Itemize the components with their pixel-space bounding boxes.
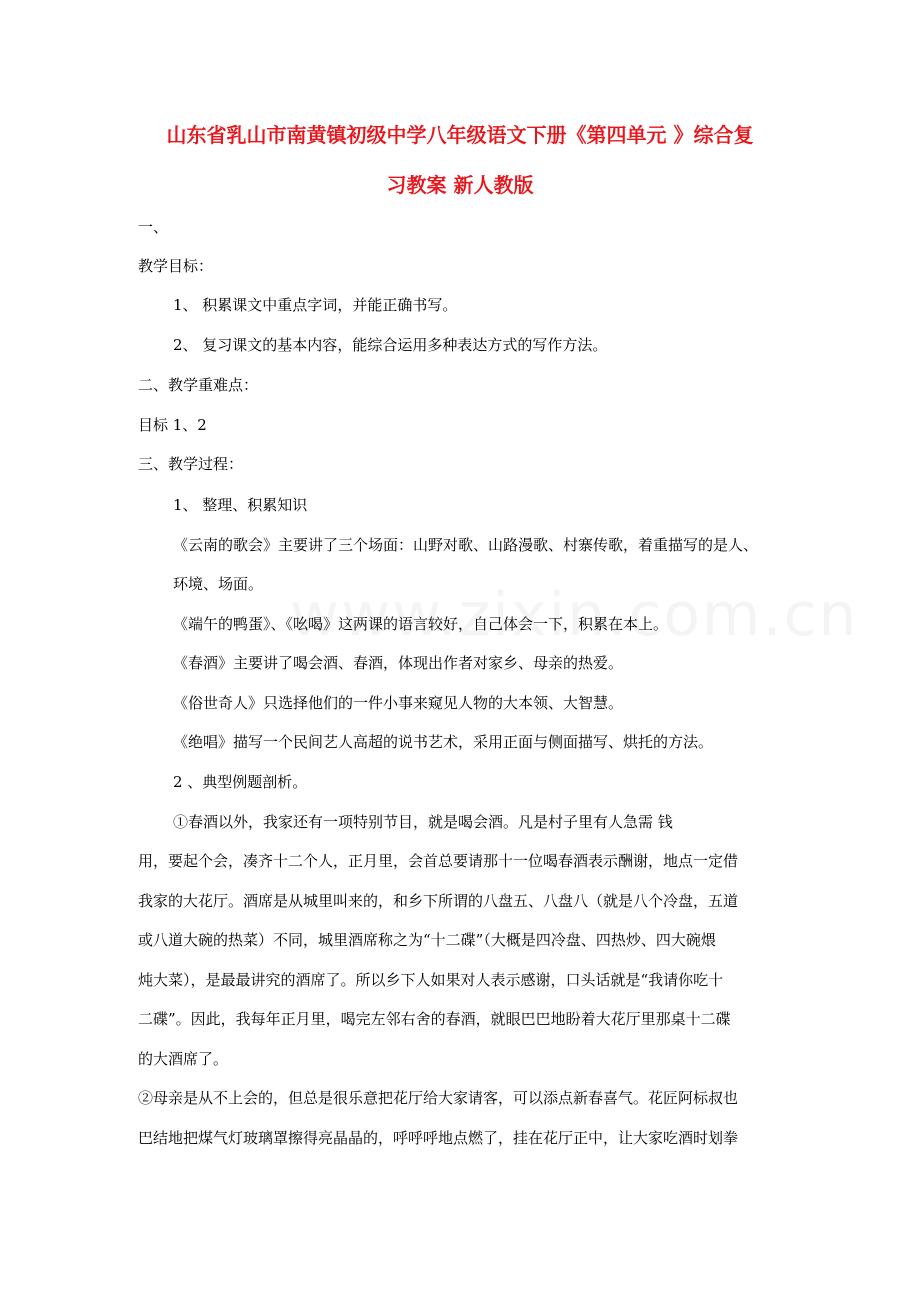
passage-line: 用，要起个会，凑齐十二个人，正月里，会首总要请那十一位喝春酒表示酬谢，地点一定借: [138, 852, 739, 870]
passage-line: 巴结地把煤气灯玻璃罩擦得亮晶晶的，呼呼呼地点燃了，挂在花厅正中，让大家吃酒时划拳: [138, 1129, 739, 1147]
summary-line: 《云南的歌会》主要讲了三个场面：山野对歌、山路漫歌、村寨传歌，着重描写的是人、: [173, 536, 759, 554]
goal-item-2: 2、 复习课文的基本内容，能综合运用多种表达方式的写作方法。: [173, 336, 608, 354]
passage-line: ①春酒以外，我家还有一项特别节目，就是喝会酒。凡是村子里有人急需 钱: [173, 813, 673, 831]
key-points-heading: 二、教学重难点：: [138, 376, 259, 394]
summary-line: 《绝唱》描写一个民间艺人高超的说书艺术，采用正面与侧面描写、烘托的方法。: [173, 733, 714, 751]
process-step-1: 1、 整理、积累知识: [173, 496, 308, 514]
passage-line: ②母亲是从不上会的，但总是很乐意把花厅给大家请客，可以添点新春喜气。花匠阿标叔也: [138, 1089, 739, 1107]
summary-line: 《端午的鸭蛋》、《吆喝》这两课的语言较好，自己体会一下，积累在本上。: [173, 615, 669, 633]
passage-line: 或八道大碗的热菜）不同，城里酒席称之为“十二碟”（大概是四冷盘、四热炒、四大碗煨: [138, 931, 716, 949]
section-one-heading: 一、: [138, 218, 169, 236]
document-title-line-1: 山东省乳山市南黄镇初级中学八年级语文下册《第四单元 》综合复: [166, 123, 754, 147]
document-title-line-2: 习教案 新人教版: [386, 173, 534, 197]
passage-line: 二碟”。因此，我每年正月里，喝完左邻右舍的春酒，就眼巴巴地盼着大花厅里那桌十二碟: [138, 1010, 731, 1028]
passage-line: 的大酒席了。: [138, 1050, 229, 1068]
summary-line: 《俗世奇人》只选择他们的一件小事来窥见人物的大本领、大智慧。: [173, 694, 624, 712]
teaching-goals-heading: 教学目标：: [138, 257, 214, 275]
summary-line: 环境、场面。: [173, 575, 264, 593]
key-points-text: 目标 1、2: [138, 416, 207, 434]
passage-line: 我家的大花厅。酒席是从城里叫来的，和乡下所谓的八盘五、八盘八（就是八个冷盘，五道: [138, 892, 739, 910]
goal-item-1: 1、 积累课文中重点字词，并能正确书写。: [173, 296, 458, 314]
process-heading: 三、教学过程：: [138, 455, 244, 473]
summary-line: 《春酒》主要讲了喝会酒、春酒，体现出作者对家乡、母亲的热爱。: [173, 654, 624, 672]
passage-line: 炖大菜），是最最讲究的酒席了。所以乡下人如果对人表示感谢，口头话就是“我请你吃十: [138, 971, 724, 989]
process-step-2: 2 、典型例题剖析。: [173, 773, 308, 791]
